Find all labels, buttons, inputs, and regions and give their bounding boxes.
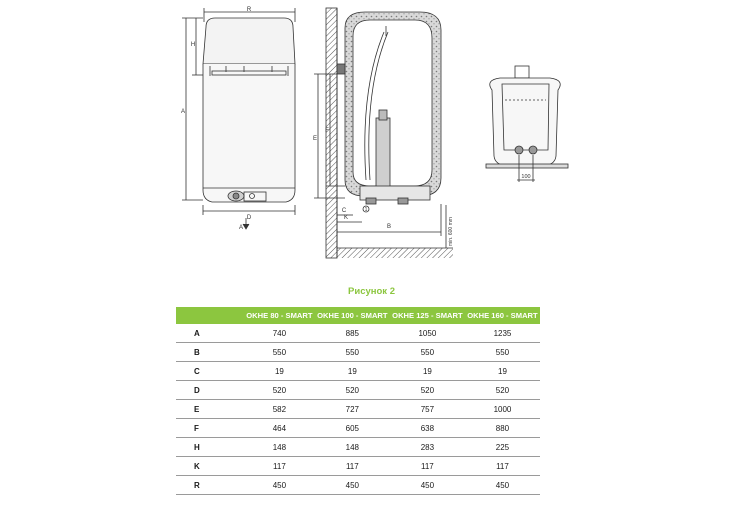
header-okhe-100: OKHE 100 - SMART — [315, 307, 390, 324]
table-cell: 117 — [244, 457, 315, 476]
table-cell: 638 — [390, 419, 465, 438]
table-cell: 550 — [465, 343, 540, 362]
table-cell: 520 — [465, 381, 540, 400]
table-cell: 450 — [315, 476, 390, 495]
front-label-arrow-a: A — [238, 225, 244, 231]
row-label: B — [176, 343, 244, 362]
table-cell: 1235 — [465, 324, 540, 343]
table-cell: 19 — [465, 362, 540, 381]
section-label-e: E — [312, 136, 318, 142]
dimensions-table — [176, 307, 540, 495]
table-cell: 450 — [244, 476, 315, 495]
header-okhe-160: OKHE 160 - SMART — [465, 307, 540, 324]
table-cell: 19 — [315, 362, 390, 381]
table-row — [176, 381, 540, 400]
table-cell: 740 — [244, 324, 315, 343]
table-cell: 520 — [244, 381, 315, 400]
table-cell: 582 — [244, 400, 315, 419]
section-label-c: C — [341, 208, 347, 214]
table-cell: 450 — [465, 476, 540, 495]
table-cell: 117 — [465, 457, 540, 476]
section-detail-number: 1 — [364, 207, 368, 213]
table-cell: 117 — [315, 457, 390, 476]
table-cell: 19 — [390, 362, 465, 381]
header-empty — [176, 307, 244, 324]
header-okhe-125: OKHE 125 - SMART — [390, 307, 465, 324]
table-cell: 520 — [315, 381, 390, 400]
figure-caption: Рисунок 2 — [348, 286, 395, 297]
table-row — [176, 476, 540, 495]
table-cell: 464 — [244, 419, 315, 438]
table-cell: 283 — [390, 438, 465, 457]
front-view-drawing — [182, 8, 295, 229]
section-label-min-distance: min. 600 mm — [448, 217, 454, 246]
table-cell: 605 — [315, 419, 390, 438]
table-cell: 148 — [244, 438, 315, 457]
table-cell: 1050 — [390, 324, 465, 343]
top-view-drawing — [486, 66, 568, 182]
section-view-drawing — [314, 8, 453, 258]
table-cell: 880 — [465, 419, 540, 438]
table-row — [176, 438, 540, 457]
table-row — [176, 324, 540, 343]
table-header-row — [176, 307, 540, 324]
table-cell: 19 — [244, 362, 315, 381]
front-label-d: D — [246, 215, 252, 221]
header-okhe-80: OKHE 80 - SMART — [244, 307, 315, 324]
section-label-f: F — [325, 128, 329, 134]
table-cell: 550 — [315, 343, 390, 362]
table-cell: 550 — [244, 343, 315, 362]
section-label-b: B — [386, 224, 392, 230]
row-label: E — [176, 400, 244, 419]
table-cell: 450 — [390, 476, 465, 495]
row-label: D — [176, 381, 244, 400]
row-label: C — [176, 362, 244, 381]
table-cell: 520 — [390, 381, 465, 400]
top-label-100: 100 — [521, 174, 531, 180]
table-cell: 225 — [465, 438, 540, 457]
table-cell: 757 — [390, 400, 465, 419]
row-label: R — [176, 476, 244, 495]
table-row — [176, 419, 540, 438]
table-cell: 885 — [315, 324, 390, 343]
table-row — [176, 400, 540, 419]
row-label: A — [176, 324, 244, 343]
row-label: F — [176, 419, 244, 438]
row-label: K — [176, 457, 244, 476]
table-cell: 550 — [390, 343, 465, 362]
table-cell: 1000 — [465, 400, 540, 419]
table-row — [176, 457, 540, 476]
section-label-k: K — [343, 215, 349, 221]
table-cell: 727 — [315, 400, 390, 419]
table-row — [176, 362, 540, 381]
front-label-h: H — [190, 42, 196, 48]
front-label-r: R — [246, 7, 252, 13]
table-cell: 117 — [390, 457, 465, 476]
row-label: H — [176, 438, 244, 457]
front-label-a: A — [180, 109, 186, 115]
table-row — [176, 343, 540, 362]
table-cell: 148 — [315, 438, 390, 457]
